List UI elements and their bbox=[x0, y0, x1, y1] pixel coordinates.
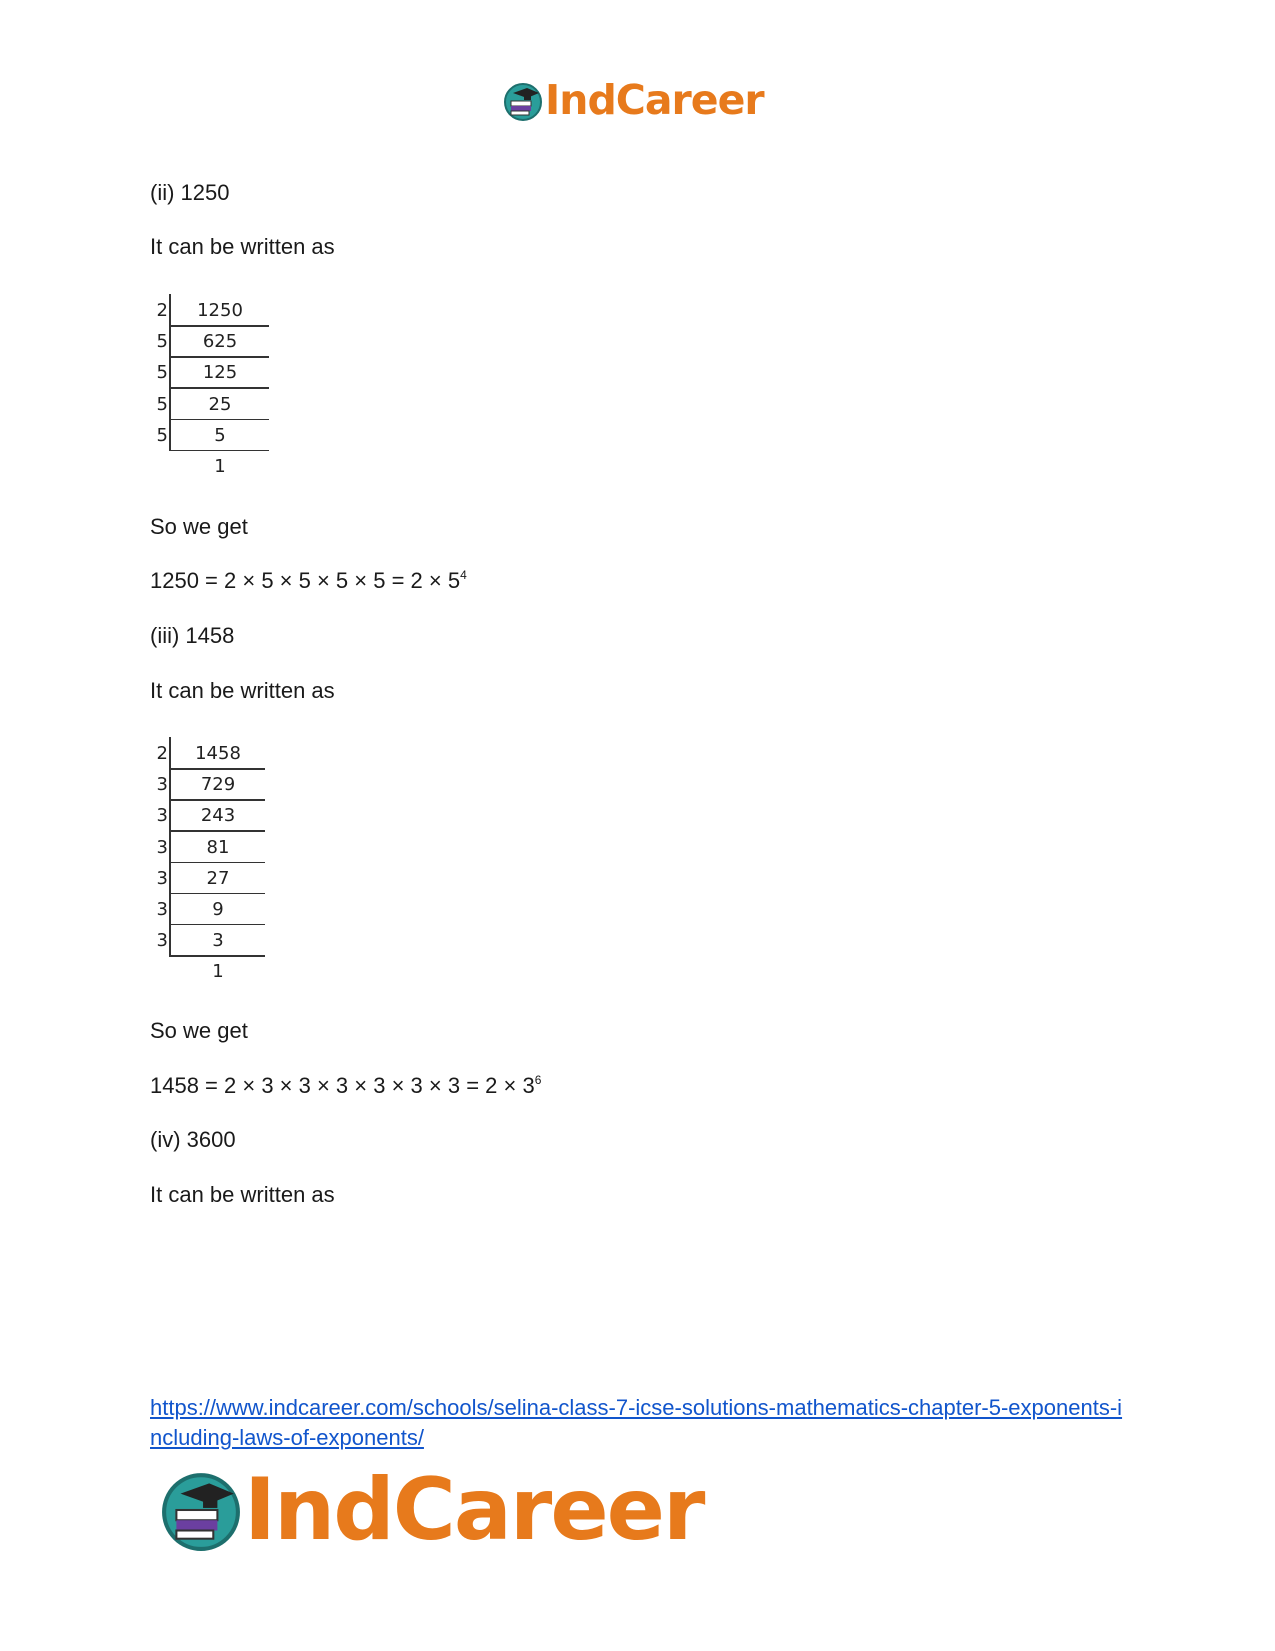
source-link[interactable]: https://www.indcareer.com/schools/selina-class-7-icse-solutions-mathematics-chapter-5-exponents-including-laws-of-exponents/ bbox=[150, 1395, 1123, 1450]
quotient: 1458 bbox=[195, 743, 241, 764]
quotient: 125 bbox=[202, 362, 238, 384]
divisor: 3 bbox=[156, 867, 168, 889]
header-logo-text: IndCareer bbox=[545, 76, 764, 124]
part-ii-so-we-get: So we get bbox=[150, 514, 248, 539]
divisor: 5 bbox=[156, 331, 168, 353]
quotient: 729 bbox=[200, 774, 236, 796]
divisor: 3 bbox=[156, 774, 168, 796]
divisor: 3 bbox=[156, 836, 168, 858]
part-iii-so-we-get: So we get bbox=[150, 1018, 248, 1043]
part-iv-intro: It can be written as bbox=[150, 1182, 335, 1207]
part-ii-result-text: 1250 = 2 × 5 × 5 × 5 × 5 = 2 × 5 bbox=[150, 568, 461, 593]
part-ii-result bbox=[150, 568, 467, 594]
book-globe-icon bbox=[160, 1469, 242, 1551]
divisor: 2 bbox=[156, 743, 168, 764]
divisor: 2 bbox=[156, 300, 168, 321]
part-iv-heading: (iv) 3600 bbox=[150, 1127, 236, 1152]
part-ii-exponent: 4 bbox=[460, 568, 467, 582]
divisor: 3 bbox=[156, 805, 168, 827]
divisor: 3 bbox=[156, 898, 168, 920]
part-iii-exponent: 6 bbox=[534, 1073, 542, 1087]
part-iii-result-text: 1458 = 2 × 3 × 3 × 3 × 3 × 3 × 3 = 2 × 3 bbox=[150, 1073, 535, 1098]
divisor: 3 bbox=[156, 930, 168, 952]
part-iii-heading: (iii) 1458 bbox=[150, 623, 235, 648]
quotient: 1250 bbox=[197, 300, 243, 321]
part-iii-result bbox=[150, 1073, 541, 1099]
part-ii-intro: It can be written as bbox=[150, 234, 335, 259]
footer-logo bbox=[160, 1460, 704, 1560]
divisor: 5 bbox=[156, 393, 168, 415]
part-ii-heading: (ii) 1250 bbox=[150, 180, 230, 205]
quotient: 27 bbox=[206, 867, 230, 889]
part-iii-intro: It can be written as bbox=[150, 678, 335, 703]
quotient-final: 1 bbox=[214, 455, 226, 477]
divisor: 5 bbox=[156, 362, 168, 384]
quotient: 243 bbox=[200, 805, 236, 827]
quotient: 5 bbox=[214, 424, 226, 446]
header-logo bbox=[503, 76, 764, 124]
quotient: 9 bbox=[212, 898, 224, 920]
quotient: 81 bbox=[206, 836, 230, 858]
quotient-final: 1 bbox=[212, 961, 224, 983]
quotient: 3 bbox=[212, 930, 224, 952]
book-globe-icon bbox=[503, 81, 543, 121]
quotient: 625 bbox=[202, 331, 238, 353]
quotient: 25 bbox=[208, 393, 232, 415]
footer-logo-text: IndCareer bbox=[244, 1460, 704, 1560]
divisor: 5 bbox=[156, 424, 168, 446]
